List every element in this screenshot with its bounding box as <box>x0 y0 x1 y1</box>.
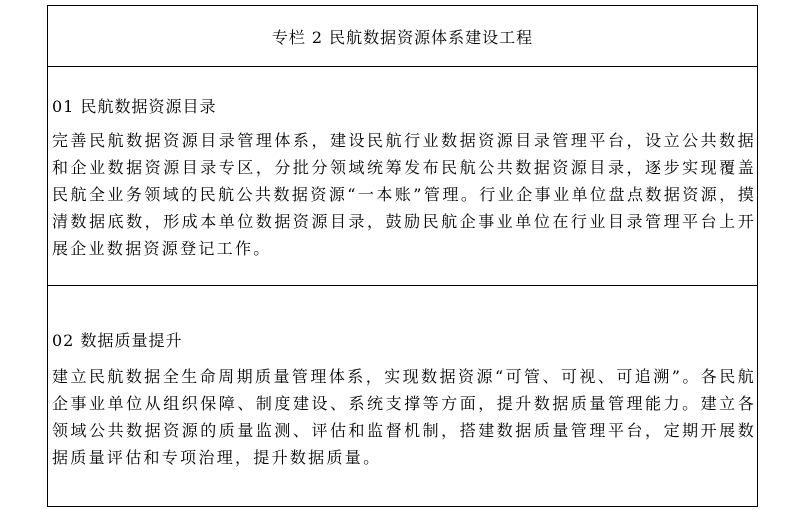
section-heading: 01 民航数据资源目录 <box>52 97 217 116</box>
column-box <box>47 5 758 507</box>
section-heading: 02 数据质量提升 <box>52 331 183 350</box>
section-data-quality <box>48 286 757 506</box>
section-paragraph: 建立民航数据全生命周期质量管理体系，实现数据资源“可管、可视、可追溯”。各民航企事业单位从组织保障、制度建设、系统支撑等方面，提升数据质量管理能力。建立各领域公共数据资源的质量监测、评估和监督机制，搭建数据质量管理平台，定期开展数据质量评估和专项治理，提升数据质量。 <box>52 367 756 467</box>
title-row <box>48 6 757 67</box>
box-title: 专栏 2 民航数据资源体系建设工程 <box>271 27 534 47</box>
section-data-catalog <box>48 67 757 286</box>
section-paragraph: 完善民航数据资源目录管理体系，建设民航行业数据资源目录管理平台，设立公共数据和企业数据资源目录专区，分批分领域统筹发布民航公共数据资源目录，逐步实现覆盖民航全业务领域的民航公共数据资源“一本账”管理。行业企事业单位盘点数据资源，摸清数据底数，形成本单位数据资源目录，鼓励民航企事业单位在行业目录管理平台上开展企业数据资源登记工作。 <box>52 131 756 258</box>
